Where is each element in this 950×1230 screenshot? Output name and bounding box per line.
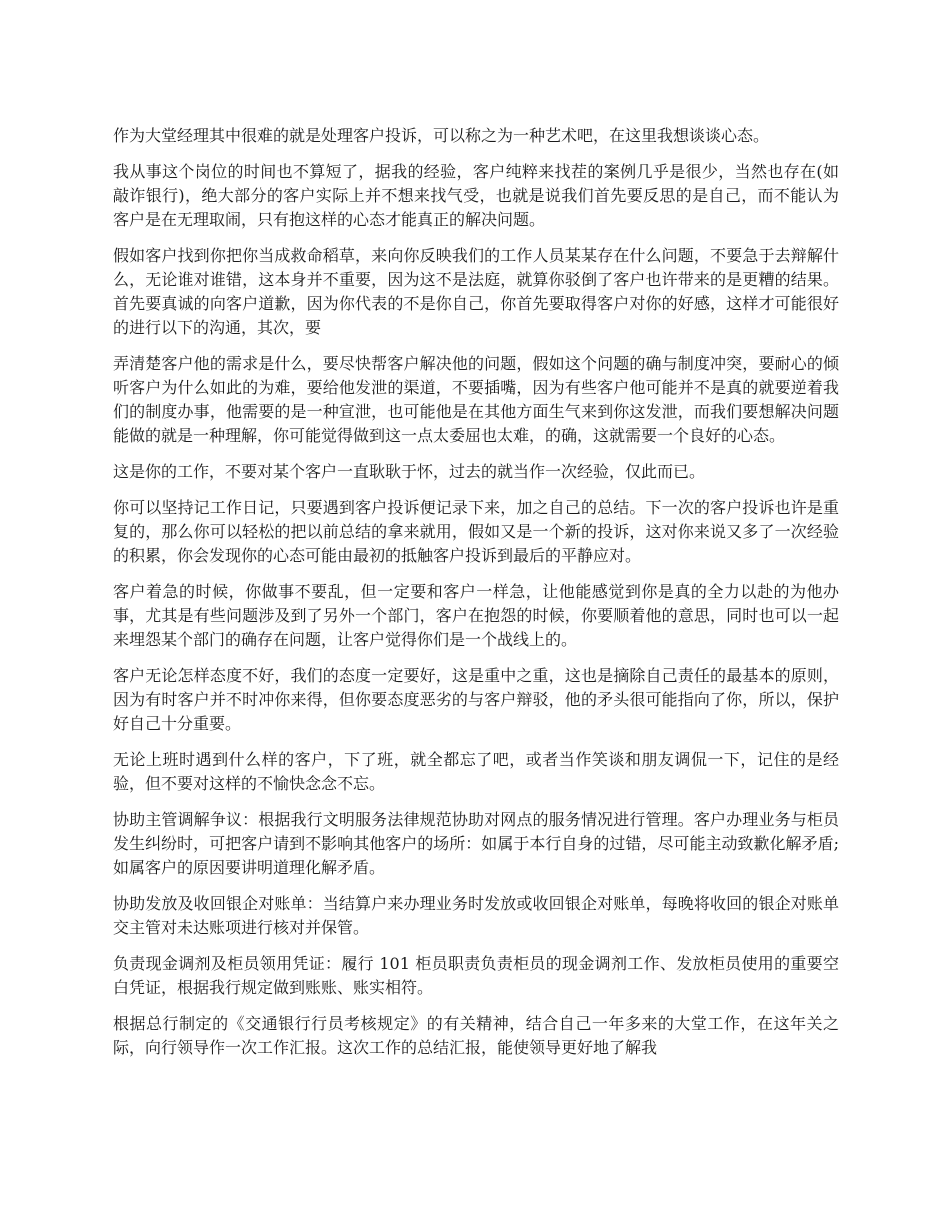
paragraph-7: 客户着急的时候，你做事不要乱，但一定要和客户一样急，让他能感觉到你是真的全力以赴的为他办事，尤其是有些问题涉及到了另外一个部门，客户在抱怨的时候，你要顺着他的意思，同时也可以一起来埋怨某个部门的确存在问题，让客户觉得你们是一个战线上的。: [113, 582, 839, 649]
paragraph-4: 弄清楚客户他的需求是什么，要尽快帮客户解决他的问题，假如这个问题的确与制度冲突，要耐心的倾听客户为什么如此的为难，要给他发泄的渠道，不要插嘴，因为有些客户他可能并不是真的就要逆着我们的制度办事，他需要的是一种宣泄，也可能他是在其他方面生气来到你这发泄，而我们要想解决问题能做的就是一种理解，你可能觉得做到这一点太委屈也太难，的确，这就需要一个良好的心态。: [113, 354, 839, 445]
paragraph-10: 协助主管调解争议：根据我行文明服务法律规范协助对网点的服务情况进行管理。客户办理业务与柜员发生纠纷时，可把客户请到不影响其他客户的场所：如属于本行自身的过错，尽可能主动致歉化解矛盾;如属客户的原因要讲明道理化解矛盾。: [113, 810, 839, 877]
document-body: [113, 124, 839, 1072]
paragraph-13: 根据总行制定的《交通银行行员考核规定》的有关精神，结合自己一年多来的大堂工作，在这年关之际，向行领导作一次工作汇报。这次工作的总结汇报，能使领导更好地了解我: [113, 1014, 839, 1057]
paragraph-6: 你可以坚持记工作日记，只要遇到客户投诉便记录下来，加之自己的总结。下一次的客户投诉也许是重复的，那么你可以轻松的把以前总结的拿来就用，假如又是一个新的投诉，这对你来说又多了一次经验的积累，你会发现你的心态可能由最初的抵触客户投诉到最后的平静应对。: [113, 498, 839, 565]
paragraph-3: 假如客户找到你把你当成救命稻草，来向你反映我们的工作人员某某存在什么问题，不要急于去辩解什么，无论谁对谁错，这本身并不重要，因为这不是法庭，就算你驳倒了客户也许带来的是更糟的结果。首先要真诚的向客户道歉，因为你代表的不是你自己，你首先要取得客户对你的好感，这样才可能很好的进行以下的沟通，其次，要: [113, 246, 839, 337]
paragraph-1: 作为大堂经理其中很难的就是处理客户投诉，可以称之为一种艺术吧，在这里我想谈谈心态。: [113, 126, 770, 145]
paragraph-5: 这是你的工作，不要对某个客户一直耿耿于怀，过去的就当作一次经验，仅此而已。: [113, 462, 706, 481]
paragraph-9: 无论上班时遇到什么样的客户，下了班，就全都忘了吧，或者当作笑谈和朋友调侃一下，记住的是经验，但不要对这样的不愉快念念不忘。: [113, 750, 839, 793]
paragraph-2: 我从事这个岗位的时间也不算短了，据我的经验，客户纯粹来找茬的案例几乎是很少，当然也存在(如敲诈银行)，绝大部分的客户实际上并不想来找气受，也就是说我们首先要反思的是自己，而不能认为客户是在无理取闹，只有抱这样的心态才能真正的解决问题。: [113, 162, 839, 229]
paragraph-8: 客户无论怎样态度不好，我们的态度一定要好，这是重中之重，这也是摘除自己责任的最基本的原则，因为有时客户并不时冲你来得，但你要态度恶劣的与客户辩驳，他的矛头很可能指向了你，所以，保护好自己十分重要。: [113, 666, 839, 733]
paragraph-12: 负责现金调剂及柜员领用凭证：履行 101 柜员职责负责柜员的现金调剂工作、发放柜员使用的重要空白凭证，根据我行规定做到账账、账实相符。: [113, 954, 839, 997]
paragraph-11: 协助发放及收回银企对账单：当结算户来办理业务时发放或收回银企对账单，每晚将收回的银企对账单交主管对未达账项进行核对并保管。: [113, 894, 839, 937]
